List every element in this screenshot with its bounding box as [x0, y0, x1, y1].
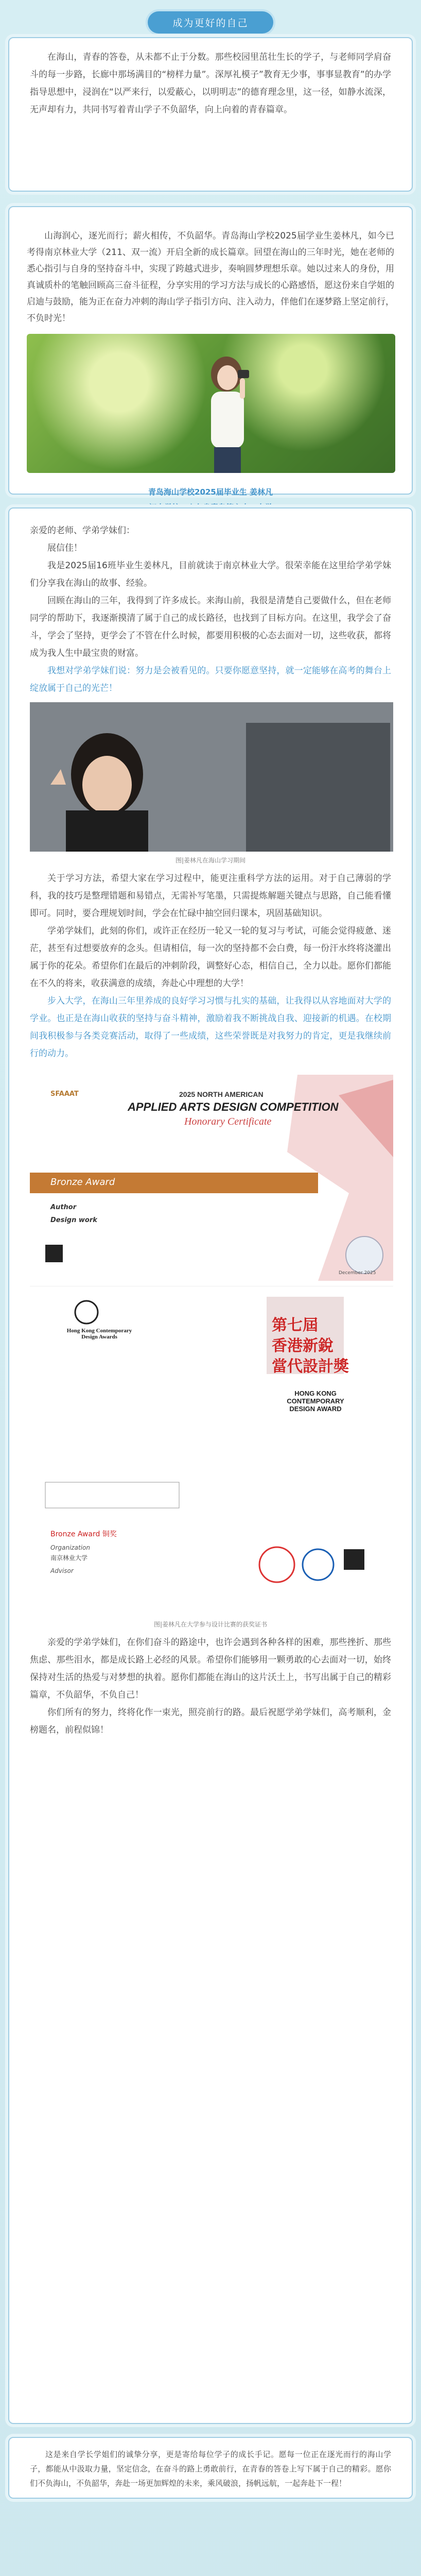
closing-card [8, 2437, 413, 2499]
letter-paragraph-2-highlight: 我想对学弟学妹们说：努力是会被看见的。只要你愿意坚持，就一定能够在高考的舞台上绽放属于自己的光芒！ [30, 666, 391, 693]
cert2-en-title: HONG KONG CONTEMPORARY DESIGN AWARD [287, 1389, 344, 1413]
cert1-year-line: 2025 NORTH AMERICAN [179, 1090, 264, 1098]
letter-paragraph-2: 回顾在海山的三年，我得到了许多成长。来海山前，我很是清楚自己要做什么，但在老师同学的帮助下，我逐渐摸清了属于自己的成长路径，也找到了目标方向。在这里，我学会了奋斗，学会了坚持，更学会了不管在什么时候，都要用积极的心态去面对一切，这些收获，都将成为我人生中最宝贵的财富。 [30, 596, 391, 658]
girl-figure-icon [197, 349, 258, 473]
cert2-org-value: 南京林业大学 [50, 1554, 88, 1562]
cert2-cn-title-2: 香港新銳 [272, 1337, 334, 1355]
student-photo [27, 334, 395, 473]
classroom-photo-icon [30, 702, 393, 852]
cert2-advisor-label: Advisor [50, 1567, 74, 1574]
cert2-cn-title-1: 第七屆 [272, 1316, 318, 1334]
cert1-org: SFAAAT [50, 1090, 79, 1098]
letter-paragraph-5: 亲爱的学弟学妹们，在你们奋斗的路途中，也许会遇到各种各样的困难，那些挫折、那些焦虑、那些泪水，都是成长路上必经的风景。希望你们能够用一颗勇敢的心去面对一切，始终保持对生活的热爱与对梦想的执着。愿你们都能在海山的这片沃土上，书写出属于自己的精彩篇章，不负韶华，不负自己！ [30, 1637, 391, 1700]
letter-card [8, 507, 413, 2424]
study-photo-caption: 图|姜林凡在海山学习期间 [175, 857, 246, 864]
intro-paragraph: 在海山，青春的答卷，从未都不止于分数。那些校园里茁壮生长的学子，与老师同学肩奋斗的每一步路，长廊中那场满目的“榜样力量”。深厚礼模子”教育无少事，事事显教育”的办学指导思想中，浸润在“以严来行，以爱蔽心，以明明志”的德育理念里，这一径，如静水流深，无声却有力，共同书写着青山学子不负韶华，向上向着的青春篇章。 [30, 52, 391, 115]
certificate-north-american [30, 1075, 393, 1281]
letter-greeting: 展信佳！ [47, 543, 82, 553]
cert1-design-label: Design work [50, 1216, 97, 1224]
profile-card [8, 206, 413, 495]
cert1-title: APPLIED ARTS DESIGN COMPETITION [128, 1100, 339, 1113]
cert1-subtitle: Honorary Certificate [184, 1116, 272, 1127]
cert2-award: Bronze Award 铜奖 [50, 1530, 117, 1538]
letter-paragraph-3: 关于学习方法，希望大家在学习过程中，能更注重科学方法的运用。对于自己薄弱的学科，我的技巧是整理错题和易错点，无需补写笔墨，只需提炼解题关键点与思路，自己能看懂即可。同时，要合理规划时间，学会在忙碌中抽空回归课本，巩固基础知识。 [30, 873, 391, 919]
study-photo [30, 702, 393, 852]
cert1-date: December 2025 [339, 1270, 376, 1276]
profile-intro: 山海润心，逐光而行；薪火相传，不负韶华。青岛海山学校2025届学业生姜林凡，如今已考得南京林业大学（211、双一流）开启全新的成长篇章。回望在海山的三年时光，她在老师的悉心指引与自身的坚持奋斗中，实现了跨越式进步，奏响圆梦理想乐章。她以过来人的身份，用真诚质朴的笔触回顾高三奋斗征程，分享实用的学习方法与成长的心路感悟，愿这份来自学姐的启迪与鼓励，能为正在奋力冲刺的海山学子指引方向、注入动力，伴他们在逐梦路上坚定前行，不负时光！ [27, 231, 394, 324]
cert2-cn-title-3: 當代設計獎 [272, 1358, 349, 1376]
caption-name: 青岛海山学校2025届毕业生 姜林凡 [148, 487, 273, 497]
letter-paragraph-6: 你们所有的努力，终将化作一束光，照亮前行的路。最后祝愿学弟学妹们，高考顺利，金榜题名，前程似锦！ [30, 1707, 391, 1735]
cert2-hk-label: Hong Kong Contemporary Design Awards [66, 1328, 132, 1340]
letter-salutation: 亲爱的老师、学弟学妹们： [30, 526, 135, 536]
header [0, 11, 421, 33]
letter-paragraph-1: 我是2025届16班毕业生姜林凡，目前就读于南京林业大学。很荣幸能在这里给学弟学妹们分享我在海山的故事、经验。 [30, 561, 391, 588]
certificate-caption: 图|姜林凡在大学参与设计比赛的获奖证书 [153, 1621, 268, 1628]
letter-paragraph-4-highlight: 步入大学，在海山三年里养成的良好学习习惯与扎实的基础，让我得以从容地面对大学的学业。也正是在海山收获的坚持与奋斗精神，激励着我不断挑战自我、迎接新的机遇。在校期间我积极参与各类竞赛活动，取得了一些成绩，这些荣誉既是对我努力的肯定，更是我继续前行的动力。 [30, 996, 391, 1059]
cert2-org-label: Organization [50, 1544, 90, 1551]
letter-paragraph-4: 学弟学妹们，此刻的你们，或许正在经历一轮又一轮的复习与考试，可能会觉得疲惫、迷茫，甚至有过想要放弃的念头。但请相信，每一次的坚持都不会白费，每一份汗水终将浇灌出属于你的花朵。希望你们在最后的冲刺阶段，调整好心态，相信自己，全力以赴。愿你们都能在不久的将来，收获满意的成绩，奔赴心中理想的大学！ [30, 926, 391, 989]
intro-card [8, 37, 413, 192]
closing-paragraph: 这是来自学长学姐们的诚挚分享，更是寄给每位学子的成长手记。愿每一位正在逐光而行的海山学子，都能从中汲取力量，坚定信念，在奋斗的路上勇敢前行，在青春的答卷上写下属于自己的精彩。愿你们不负海山，不负韶华，奔赴一场更加辉煌的未来，乘风破浪，扬帆远航，一起奔赴下一程！ [30, 2450, 391, 2488]
certificate-hong-kong [30, 1286, 393, 1616]
section-badge: 成为更好的自己 [148, 11, 273, 33]
cert1-award: Bronze Award [50, 1177, 115, 1188]
cert1-author-label: Author [50, 1204, 77, 1211]
